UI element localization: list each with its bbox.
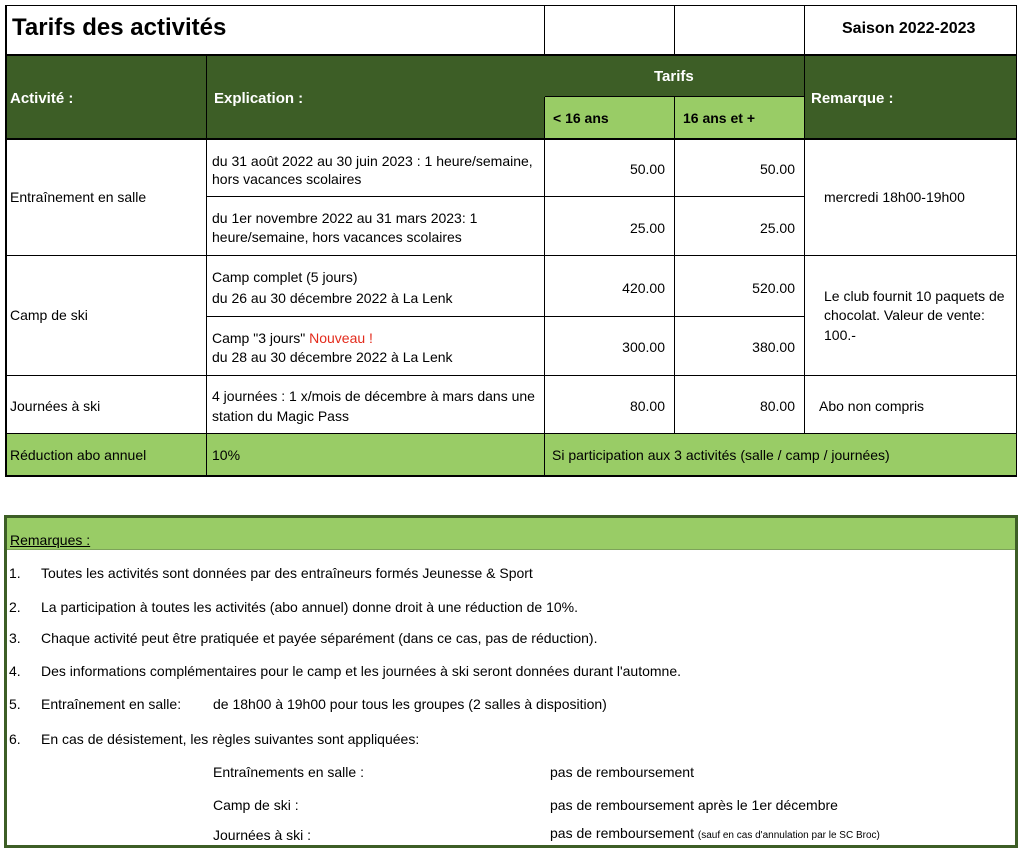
salle-r2-line1: du 1er novembre 2022 au 31 mars 2023: 1: [212, 210, 478, 226]
camp-remark-line3: 100.-: [824, 327, 856, 343]
camp-r2-under16: 300.00: [622, 339, 665, 355]
journees-line1: 4 journées : 1 x/mois de décembre à mars dans une: [212, 388, 535, 404]
rule-value-camp: pas de remboursement après le 1er décembre: [550, 797, 838, 813]
journees-over16: 80.00: [759, 398, 795, 414]
camp-r2-line1: [212, 329, 373, 347]
remarks-title-bg: [7, 518, 1015, 549]
header-explanation: Explication :: [214, 90, 304, 107]
remark-item-5: [9, 695, 181, 713]
salle-r1-under16: 50.00: [629, 161, 665, 177]
header-over16: 16 ans et +: [683, 110, 755, 126]
remark-number: 4.: [9, 663, 21, 679]
header-activity: Activité :: [10, 90, 74, 107]
rule-label-camp: Camp de ski :: [213, 797, 299, 813]
remark-item-1: [9, 564, 533, 582]
activity-salle: Entraînement en salle: [10, 189, 147, 205]
remark-text: La participation à toutes les activités (abo annuel) donne droit à une réduction de 10%.: [41, 599, 579, 615]
reduction-note: Si participation aux 3 activités (salle / camp / journées): [552, 447, 890, 463]
remark-text: Chaque activité peut être pratiquée et payée séparément (dans ce cas, pas de réduction).: [41, 630, 598, 646]
rule-value-salle: pas de remboursement: [550, 764, 694, 780]
remark-number: 3.: [9, 630, 21, 646]
remark-text: En cas de désistement, les règles suivantes sont appliquées:: [41, 731, 420, 747]
remark-item-3: [9, 629, 597, 647]
remark-number: 5.: [9, 696, 21, 712]
rule-label-journees: Journées à ski :: [213, 827, 312, 843]
remark-number: 6.: [9, 731, 21, 747]
journees-under16: 80.00: [629, 398, 665, 414]
season-label: Saison 2022-2023: [842, 20, 976, 37]
remark-text: Toutes les activités sont données par des entraîneurs formés Jeunesse & Sport: [41, 565, 533, 581]
header-under16: < 16 ans: [553, 110, 609, 126]
camp-r1-under16: 420.00: [622, 280, 665, 296]
camp-r1-line2: du 26 au 30 décembre 2022 à La Lenk: [212, 290, 453, 306]
salle-r2-over16: 25.00: [759, 220, 795, 236]
activity-journees: Journées à ski: [10, 398, 101, 414]
camp-r1-over16: 520.00: [752, 280, 795, 296]
rule-value-note: (sauf en cas d'annulation par le SC Broc): [697, 830, 880, 841]
rule-value-journees: [550, 824, 880, 845]
salle-remark: mercredi 18h00-19h00: [824, 189, 965, 205]
camp-r2-over16: 380.00: [752, 339, 795, 355]
remark-item-2: [9, 598, 578, 616]
activity-camp: Camp de ski: [10, 307, 88, 323]
camp-remark-line2: chocolat. Valeur de vente:: [824, 307, 985, 323]
remark-item-6: [9, 730, 419, 748]
camp-r1-line1: Camp complet (5 jours): [212, 269, 358, 285]
remark-number: 2.: [9, 599, 21, 615]
journees-line2: station du Magic Pass: [212, 408, 349, 424]
activity-reduction: Réduction abo annuel: [10, 447, 147, 463]
remark-text: Entraînement en salle:: [41, 696, 182, 712]
camp-r2-label: Camp "3 jours": [212, 330, 310, 346]
remarks-title: Remarques :: [10, 532, 91, 548]
salle-r1-over16: 50.00: [759, 161, 795, 177]
page-title: Tarifs des activités: [12, 14, 227, 41]
header-remark: Remarque :: [811, 90, 894, 107]
remark-item-5-detail: de 18h00 à 19h00 pour tous les groupes (2 salles à disposition): [213, 696, 607, 712]
salle-r2-under16: 25.00: [629, 220, 665, 236]
salle-r2-line2: heure/semaine, hors vacances scolaires: [212, 229, 462, 245]
remark-item-4: [9, 662, 681, 680]
remark-text: Des informations complémentaires pour le camp et les journées à ski seront données durant l'automne.: [41, 663, 682, 679]
remark-number: 1.: [9, 565, 21, 581]
journees-remark: Abo non compris: [819, 398, 925, 414]
salle-r1-line2: hors vacances scolaires: [212, 171, 362, 187]
camp-remark-line1: Le club fournit 10 paquets de: [824, 288, 1005, 304]
header-tarifs: Tarifs: [654, 68, 694, 85]
new-badge: Nouveau !: [309, 330, 373, 346]
reduction-value: 10%: [212, 447, 241, 463]
camp-r2-line2: du 28 au 30 décembre 2022 à La Lenk: [212, 349, 453, 365]
rule-label-salle: Entraînements en salle :: [213, 764, 364, 780]
salle-r1-line1: du 31 août 2022 au 30 juin 2023 : 1 heure/semaine,: [212, 153, 533, 169]
rule-value-text: pas de remboursement: [550, 825, 694, 841]
